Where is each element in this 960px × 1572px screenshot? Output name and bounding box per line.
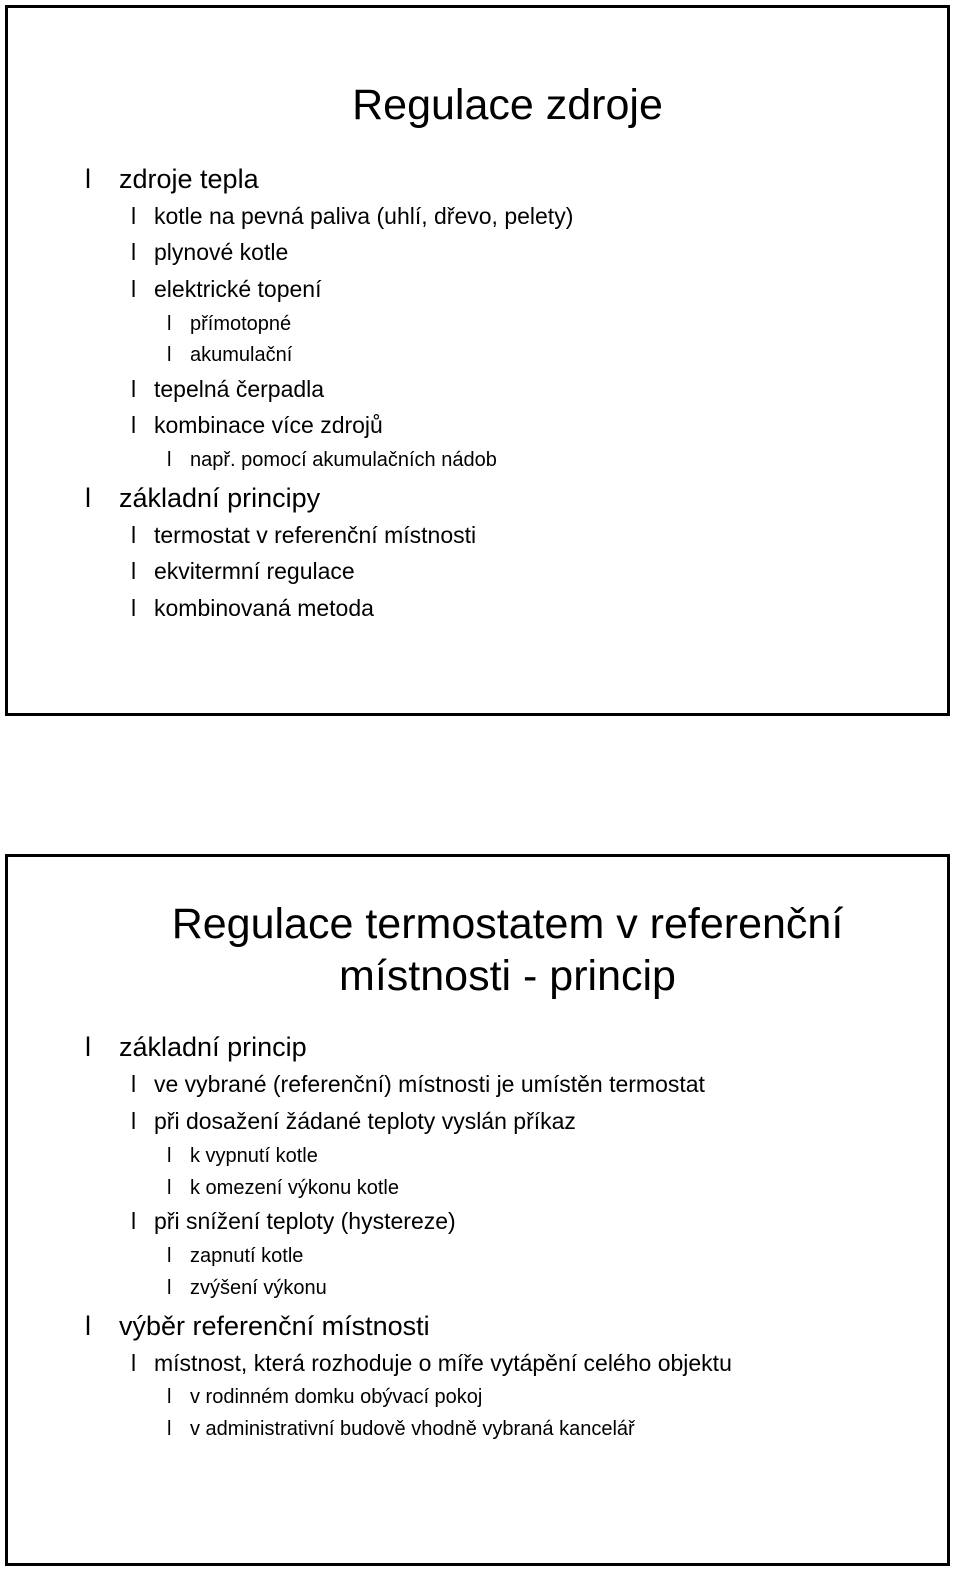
- list-item-text: kombinace více zdrojů: [154, 412, 383, 438]
- list-item: [131, 1349, 732, 1377]
- bullet-icon: l: [167, 1245, 172, 1267]
- list-item: [131, 594, 374, 622]
- list-item-text: výběr referenční místnosti: [119, 1311, 430, 1341]
- bullet-icon: l: [131, 1350, 137, 1376]
- list-item-text: při snížení teploty (hystereze): [154, 1208, 456, 1234]
- list-item-text: při dosažení žádané teploty vyslán příkaz: [154, 1108, 576, 1134]
- list-item: [85, 1310, 430, 1342]
- slide-title: Regulace zdroje: [352, 81, 663, 129]
- bullet-icon: l: [167, 1145, 172, 1167]
- list-item: [85, 1031, 307, 1063]
- list-item-text: místnost, která rozhoduje o míře vytápění celého objektu: [154, 1350, 732, 1376]
- list-item: [131, 1207, 456, 1235]
- list-item-text: základní princip: [119, 1032, 307, 1062]
- list-item: [131, 557, 355, 585]
- bullet-icon: l: [85, 483, 91, 513]
- list-item: [85, 163, 259, 195]
- bullet-icon: l: [131, 276, 137, 302]
- list-item: [167, 1385, 483, 1409]
- list-item-text: akumulační: [190, 344, 293, 366]
- list-item: [131, 238, 289, 266]
- bullet-icon: l: [131, 203, 137, 229]
- list-item-text: v administrativní budově vhodně vybraná kancelář: [190, 1418, 635, 1440]
- list-item: [167, 448, 497, 472]
- bullet-icon: l: [131, 239, 137, 265]
- bullet-icon: l: [131, 595, 137, 621]
- list-item: [131, 1107, 576, 1135]
- list-item-text: zvýšení výkonu: [190, 1277, 327, 1299]
- list-item: [167, 1144, 318, 1168]
- bullet-icon: l: [85, 164, 91, 194]
- bullet-icon: l: [167, 313, 172, 335]
- bullet-icon: l: [167, 1386, 172, 1408]
- list-item: [167, 1244, 304, 1268]
- bullet-icon: l: [131, 1208, 137, 1234]
- list-item-text: kotle na pevná paliva (uhlí, dřevo, pelety): [154, 203, 574, 229]
- slide-title-line-2: místnosti - princip: [339, 952, 676, 1000]
- list-item-text: ekvitermní regulace: [154, 558, 355, 584]
- bullet-icon: l: [131, 376, 137, 402]
- list-item-text: v rodinném domku obývací pokoj: [190, 1386, 483, 1408]
- bullet-icon: l: [167, 344, 172, 366]
- list-item-text: základní principy: [119, 483, 321, 513]
- bullet-icon: l: [131, 1071, 137, 1097]
- slide-title: [68, 898, 947, 1002]
- list-item-text: zapnutí kotle: [190, 1245, 304, 1267]
- bullet-icon: l: [167, 1277, 172, 1299]
- bullet-icon: l: [167, 1177, 172, 1199]
- list-item: [167, 1276, 327, 1300]
- list-item-text: kombinovaná metoda: [154, 595, 374, 621]
- list-item-text: termostat v referenční místnosti: [154, 522, 477, 548]
- bullet-icon: l: [85, 1032, 91, 1062]
- list-item: [85, 482, 321, 514]
- bullet-icon: l: [167, 1418, 172, 1440]
- list-item: [131, 202, 574, 230]
- list-item: [131, 411, 383, 439]
- bullet-icon: l: [131, 1108, 137, 1134]
- list-item: [167, 343, 293, 367]
- list-item-text: zdroje tepla: [119, 164, 259, 194]
- bullet-icon: l: [131, 412, 137, 438]
- list-item-text: elektrické topení: [154, 276, 322, 302]
- list-item: [131, 521, 477, 549]
- list-item-text: k vypnutí kotle: [190, 1145, 318, 1167]
- list-item: [167, 1176, 399, 1200]
- list-item-text: přímotopné: [190, 313, 292, 335]
- list-item-text: k omezení výkonu kotle: [190, 1177, 399, 1199]
- slide-regulace-termostatem: [5, 854, 950, 1566]
- slide-regulace-zdroje: [5, 5, 950, 716]
- list-item: [131, 375, 325, 403]
- bullet-icon: l: [131, 558, 137, 584]
- list-item-text: tepelná čerpadla: [154, 376, 325, 402]
- list-item-text: např. pomocí akumulačních nádob: [190, 449, 497, 471]
- list-item-text: plynové kotle: [154, 239, 289, 265]
- bullet-icon: l: [131, 522, 137, 548]
- bullet-icon: l: [167, 449, 172, 471]
- list-item: [167, 1417, 635, 1441]
- list-item: [131, 1070, 705, 1098]
- list-item-text: ve vybrané (referenční) místnosti je umístěn termostat: [154, 1071, 705, 1097]
- bullet-icon: l: [85, 1311, 91, 1341]
- list-item: [131, 275, 322, 303]
- list-item: [167, 312, 292, 336]
- slide-title-line-1: Regulace termostatem v referenční: [171, 900, 844, 948]
